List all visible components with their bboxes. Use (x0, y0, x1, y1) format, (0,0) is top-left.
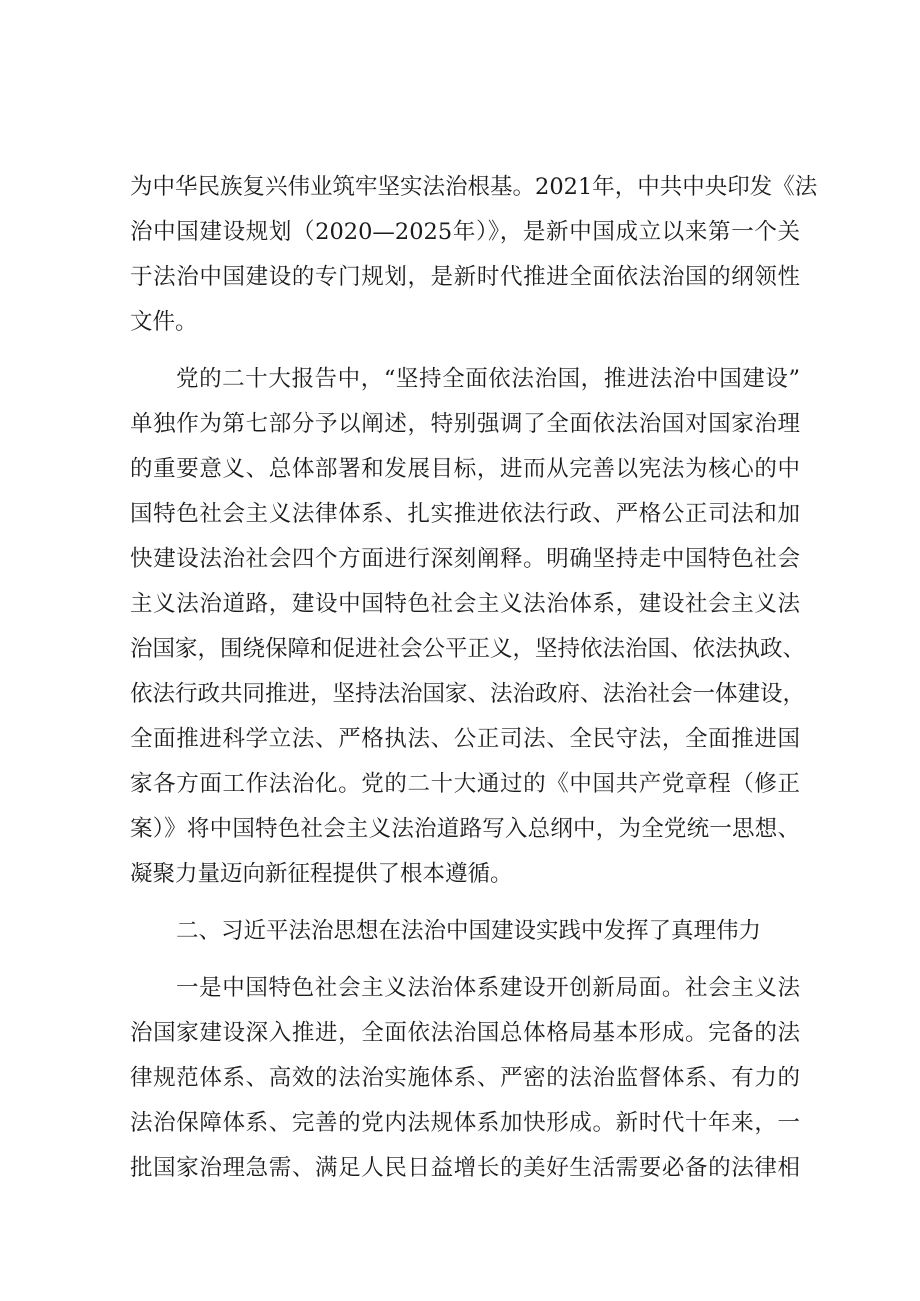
text-line: 治中国建设规划（2020—2025年）》，是新中国成立以来第一个关 (130, 219, 800, 245)
text-line: 法治保障体系、完善的党内法规体系加快形成。新时代十年来，一 (130, 1110, 800, 1136)
text-line: 凝聚力量迈向新征程提供了根本遵循。 (130, 861, 513, 887)
text-line: 依法行政共同推进，坚持法治国家、法治政府、法治社会一体建设， (130, 681, 806, 707)
text-line: 律规范体系、高效的法治实施体系、严密的法治监督体系、有力的 (130, 1065, 800, 1091)
text-line: 为中华民族复兴伟业筑牢坚实法治根基。2021年，中共中央印发《法 (130, 174, 818, 200)
text-line: 单独作为第七部分予以阐述，特别强调了全面依法治国对国家治理 (130, 411, 800, 437)
text-line: 于法治中国建设的专门规划，是新时代推进全面依法治国的纲领性 (130, 264, 800, 290)
text-line: 批国家治理急需、满足人民日益增长的美好生活需要必备的法律相 (130, 1155, 800, 1181)
section-heading: 二、习近平法治思想在法治中国建设实践中发挥了真理伟力 (176, 918, 762, 944)
text-line: 党的二十大报告中，“坚持全面依法治国，推进法治中国建设” (176, 366, 800, 392)
text-line: 文件。 (130, 309, 198, 335)
text-line: 国特色社会主义法律体系、扎实推进依法行政、严格公正司法和加 (130, 501, 800, 527)
text-line: 案）》将中国特色社会主义法治道路写入总纲中，为全党统一思想、 (130, 816, 800, 842)
text-line: 治国家，围绕保障和促进社会公平正义，坚持依法治国、依法执政、 (130, 636, 806, 662)
text-line: 的重要意义、总体部署和发展目标，进而从完善以宪法为核心的中 (130, 456, 800, 482)
text-line: 家各方面工作法治化。党的二十大通过的《中国共产党章程（修正 (130, 771, 800, 797)
text-line: 治国家建设深入推进，全面依法治国总体格局基本形成。完备的法 (130, 1020, 800, 1046)
text-line: 主义法治道路，建设中国特色社会主义法治体系，建设社会主义法 (130, 591, 800, 617)
text-line: 一是中国特色社会主义法治体系建设开创新局面。社会主义法 (176, 975, 800, 1001)
text-line: 全面推进科学立法、严格执法、公正司法、全民守法，全面推进国 (130, 726, 800, 752)
text-line: 快建设法治社会四个方面进行深刻阐释。明确坚持走中国特色社会 (130, 546, 800, 572)
